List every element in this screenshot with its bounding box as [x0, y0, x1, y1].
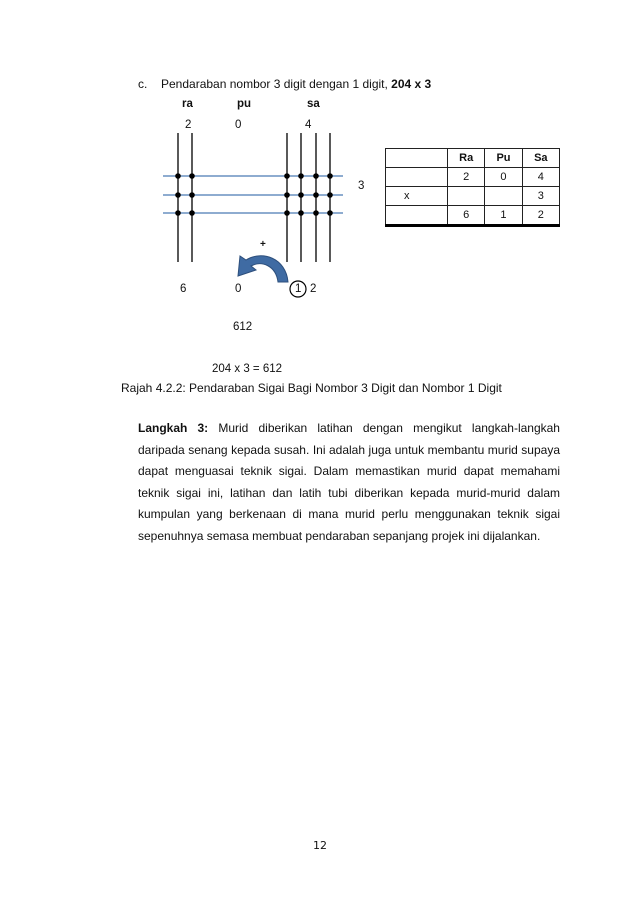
intersection-dot — [284, 210, 290, 216]
intersection-dot — [313, 173, 319, 179]
intersection-dot — [175, 173, 181, 179]
result-digit: 2 — [310, 283, 317, 295]
intersection-dot — [189, 192, 195, 198]
intersection-dot — [189, 173, 195, 179]
table-header-sa: Sa — [522, 149, 559, 168]
result-digit: 1 — [295, 283, 302, 295]
place-label-sa: sa — [307, 98, 320, 110]
result-digit: 0 — [235, 283, 242, 295]
multiplier-value: 3 — [358, 180, 365, 192]
vertical-lines — [178, 133, 330, 262]
table-header-ra: Ra — [448, 149, 485, 168]
intersection-dot — [298, 210, 304, 216]
table-cell: 2 — [448, 168, 485, 187]
table-cell: 2 — [522, 206, 559, 226]
intersection-dot — [327, 210, 333, 216]
paragraph-lead: Langkah 3: — [138, 421, 209, 435]
intersection-dot — [327, 192, 333, 198]
table-cell — [485, 187, 522, 206]
intersection-dot — [313, 192, 319, 198]
table-cell: 4 — [522, 168, 559, 187]
section-heading-text: Pendaraban nombor 3 digit dengan 1 digit, — [161, 77, 392, 91]
table-cell: x — [386, 187, 448, 206]
intersection-dot — [313, 210, 319, 216]
carry-plus-sign: + — [260, 239, 266, 250]
table-cell — [448, 187, 485, 206]
table-cell: 0 — [485, 168, 522, 187]
intersection-dot — [298, 173, 304, 179]
intersection-dot — [298, 192, 304, 198]
langkah-paragraph — [138, 418, 560, 547]
table-result-row — [386, 206, 560, 226]
digit-sa: 4 — [305, 119, 312, 131]
table-header-pu: Pu — [485, 149, 522, 168]
intersection-dot — [175, 192, 181, 198]
intersection-dot — [284, 192, 290, 198]
table-cell: 3 — [522, 187, 559, 206]
intersection-dot — [327, 173, 333, 179]
table-cell — [386, 168, 448, 187]
section-heading-bold: 204 x 3 — [391, 77, 432, 91]
digit-ra: 2 — [185, 119, 192, 131]
table-cell — [386, 206, 448, 226]
result-digit: 6 — [180, 283, 187, 295]
carry-arrow-icon — [238, 256, 288, 282]
intersection-dot — [175, 210, 181, 216]
section-marker: c. — [138, 77, 148, 91]
table-cell — [386, 149, 448, 168]
table-cell: 6 — [448, 206, 485, 226]
table-row — [386, 168, 560, 187]
intersection-dot — [189, 210, 195, 216]
table-cell: 1 — [485, 206, 522, 226]
equation: 204 x 3 = 612 — [212, 363, 283, 375]
combined-result: 612 — [233, 321, 253, 333]
page-number: 12 — [313, 839, 327, 852]
table-header-row — [386, 149, 560, 168]
place-label-ra: ra — [182, 98, 193, 110]
table-row — [386, 187, 560, 206]
figure-caption: Rajah 4.2.2: Pendaraban Sigai Bagi Nombor 3 Digit dan Nombor 1 Digit — [121, 381, 502, 395]
paragraph-body: Murid diberikan latihan dengan mengikut langkah-langkah daripada senang kepada susah. Ini adalah juga untuk membantu murid supaya dapat menguasai teknik sigai. Dalam memastikan murid dapat memahami teknik sigai ini, latihan dan latih tubi diberikan kepada murid-murid dalam kumpulan yang berkenaan di mana murid perlu menggunakan teknik sigai sepenuhnya semasa membuat pendaraban sepanjang projek ini dijalankan. — [138, 421, 560, 543]
intersection-dot — [284, 173, 290, 179]
place-label-pu: pu — [237, 98, 252, 110]
digit-pu: 0 — [235, 119, 242, 131]
multiplication-table — [385, 148, 560, 227]
